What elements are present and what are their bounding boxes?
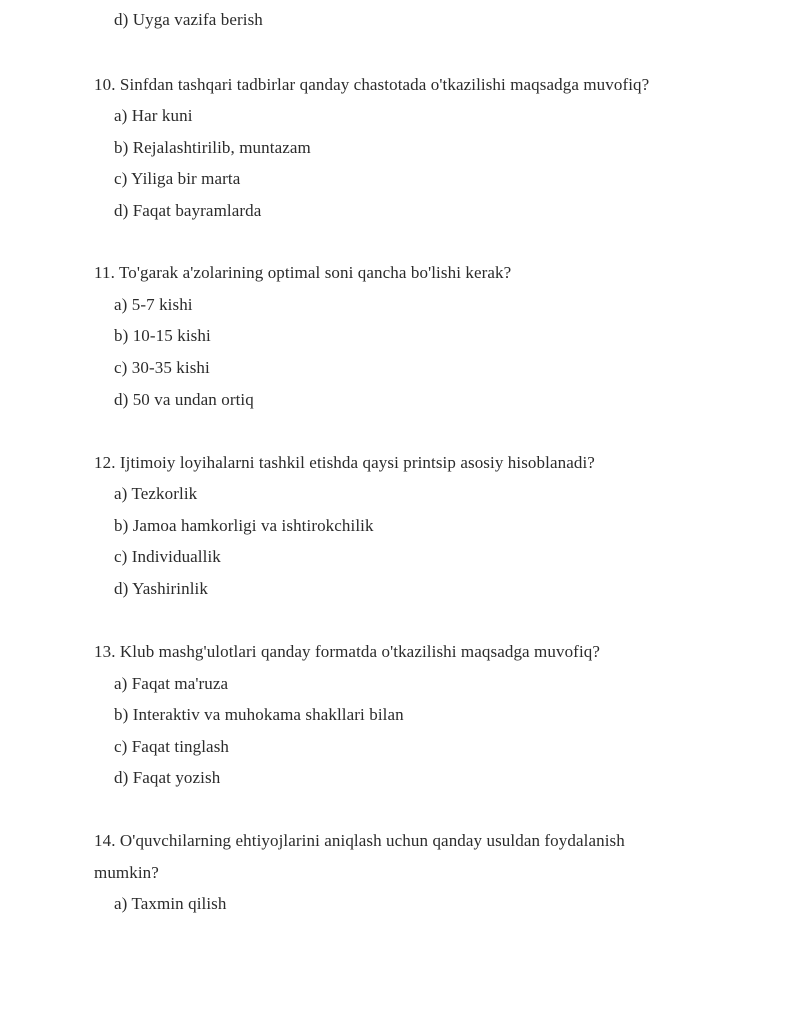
question-12-option-c: c) Individuallik xyxy=(114,547,221,566)
question-13-option-d: d) Faqat yozish xyxy=(114,768,221,787)
question-11: 11. To'garak a'zolarining optimal soni qancha bo'lishi kerak? xyxy=(94,263,512,282)
question-14-option-a: a) Taxmin qilish xyxy=(114,894,227,913)
option-d-previous: d) Uyga vazifa berish xyxy=(114,10,263,29)
question-13-option-c: c) Faqat tinglash xyxy=(114,737,230,756)
question-10-option-d: d) Faqat bayramlarda xyxy=(114,201,262,220)
question-13-option-b: b) Interaktiv va muhokama shakllari bilan xyxy=(114,705,404,724)
question-12: 12. Ijtimoiy loyihalarni tashkil etishda qaysi printsip asosiy hisoblanadi? xyxy=(94,453,595,472)
question-11-option-a: a) 5-7 kishi xyxy=(114,295,193,314)
question-10-option-a: a) Har kuni xyxy=(114,106,193,125)
question-12-option-d: d) Yashirinlik xyxy=(114,579,208,598)
question-13-option-a: a) Faqat ma'ruza xyxy=(114,674,229,693)
question-13: 13. Klub mashg'ulotlari qanday formatda o'tkazilishi maqsadga muvofiq? xyxy=(94,642,601,661)
question-10-option-b: b) Rejalashtirilib, muntazam xyxy=(114,138,311,157)
question-11-option-c: c) 30-35 kishi xyxy=(114,358,210,377)
question-12-option-b: b) Jamoa hamkorligi va ishtirokchilik xyxy=(114,516,374,535)
question-10-option-c: c) Yiliga bir marta xyxy=(114,169,241,188)
question-11-option-b: b) 10-15 kishi xyxy=(114,326,211,345)
question-11-option-d: d) 50 va undan ortiq xyxy=(114,390,254,409)
question-12-option-a: a) Tezkorlik xyxy=(114,484,198,503)
question-14-line-2: mumkin? xyxy=(94,863,159,882)
question-14-line-1: 14. O'quvchilarning ehtiyojlarini aniqlash uchun qanday usuldan foydalanish xyxy=(94,831,625,850)
question-10: 10. Sinfdan tashqari tadbirlar qanday chastotada o'tkazilishi maqsadga muvofiq? xyxy=(94,75,650,94)
